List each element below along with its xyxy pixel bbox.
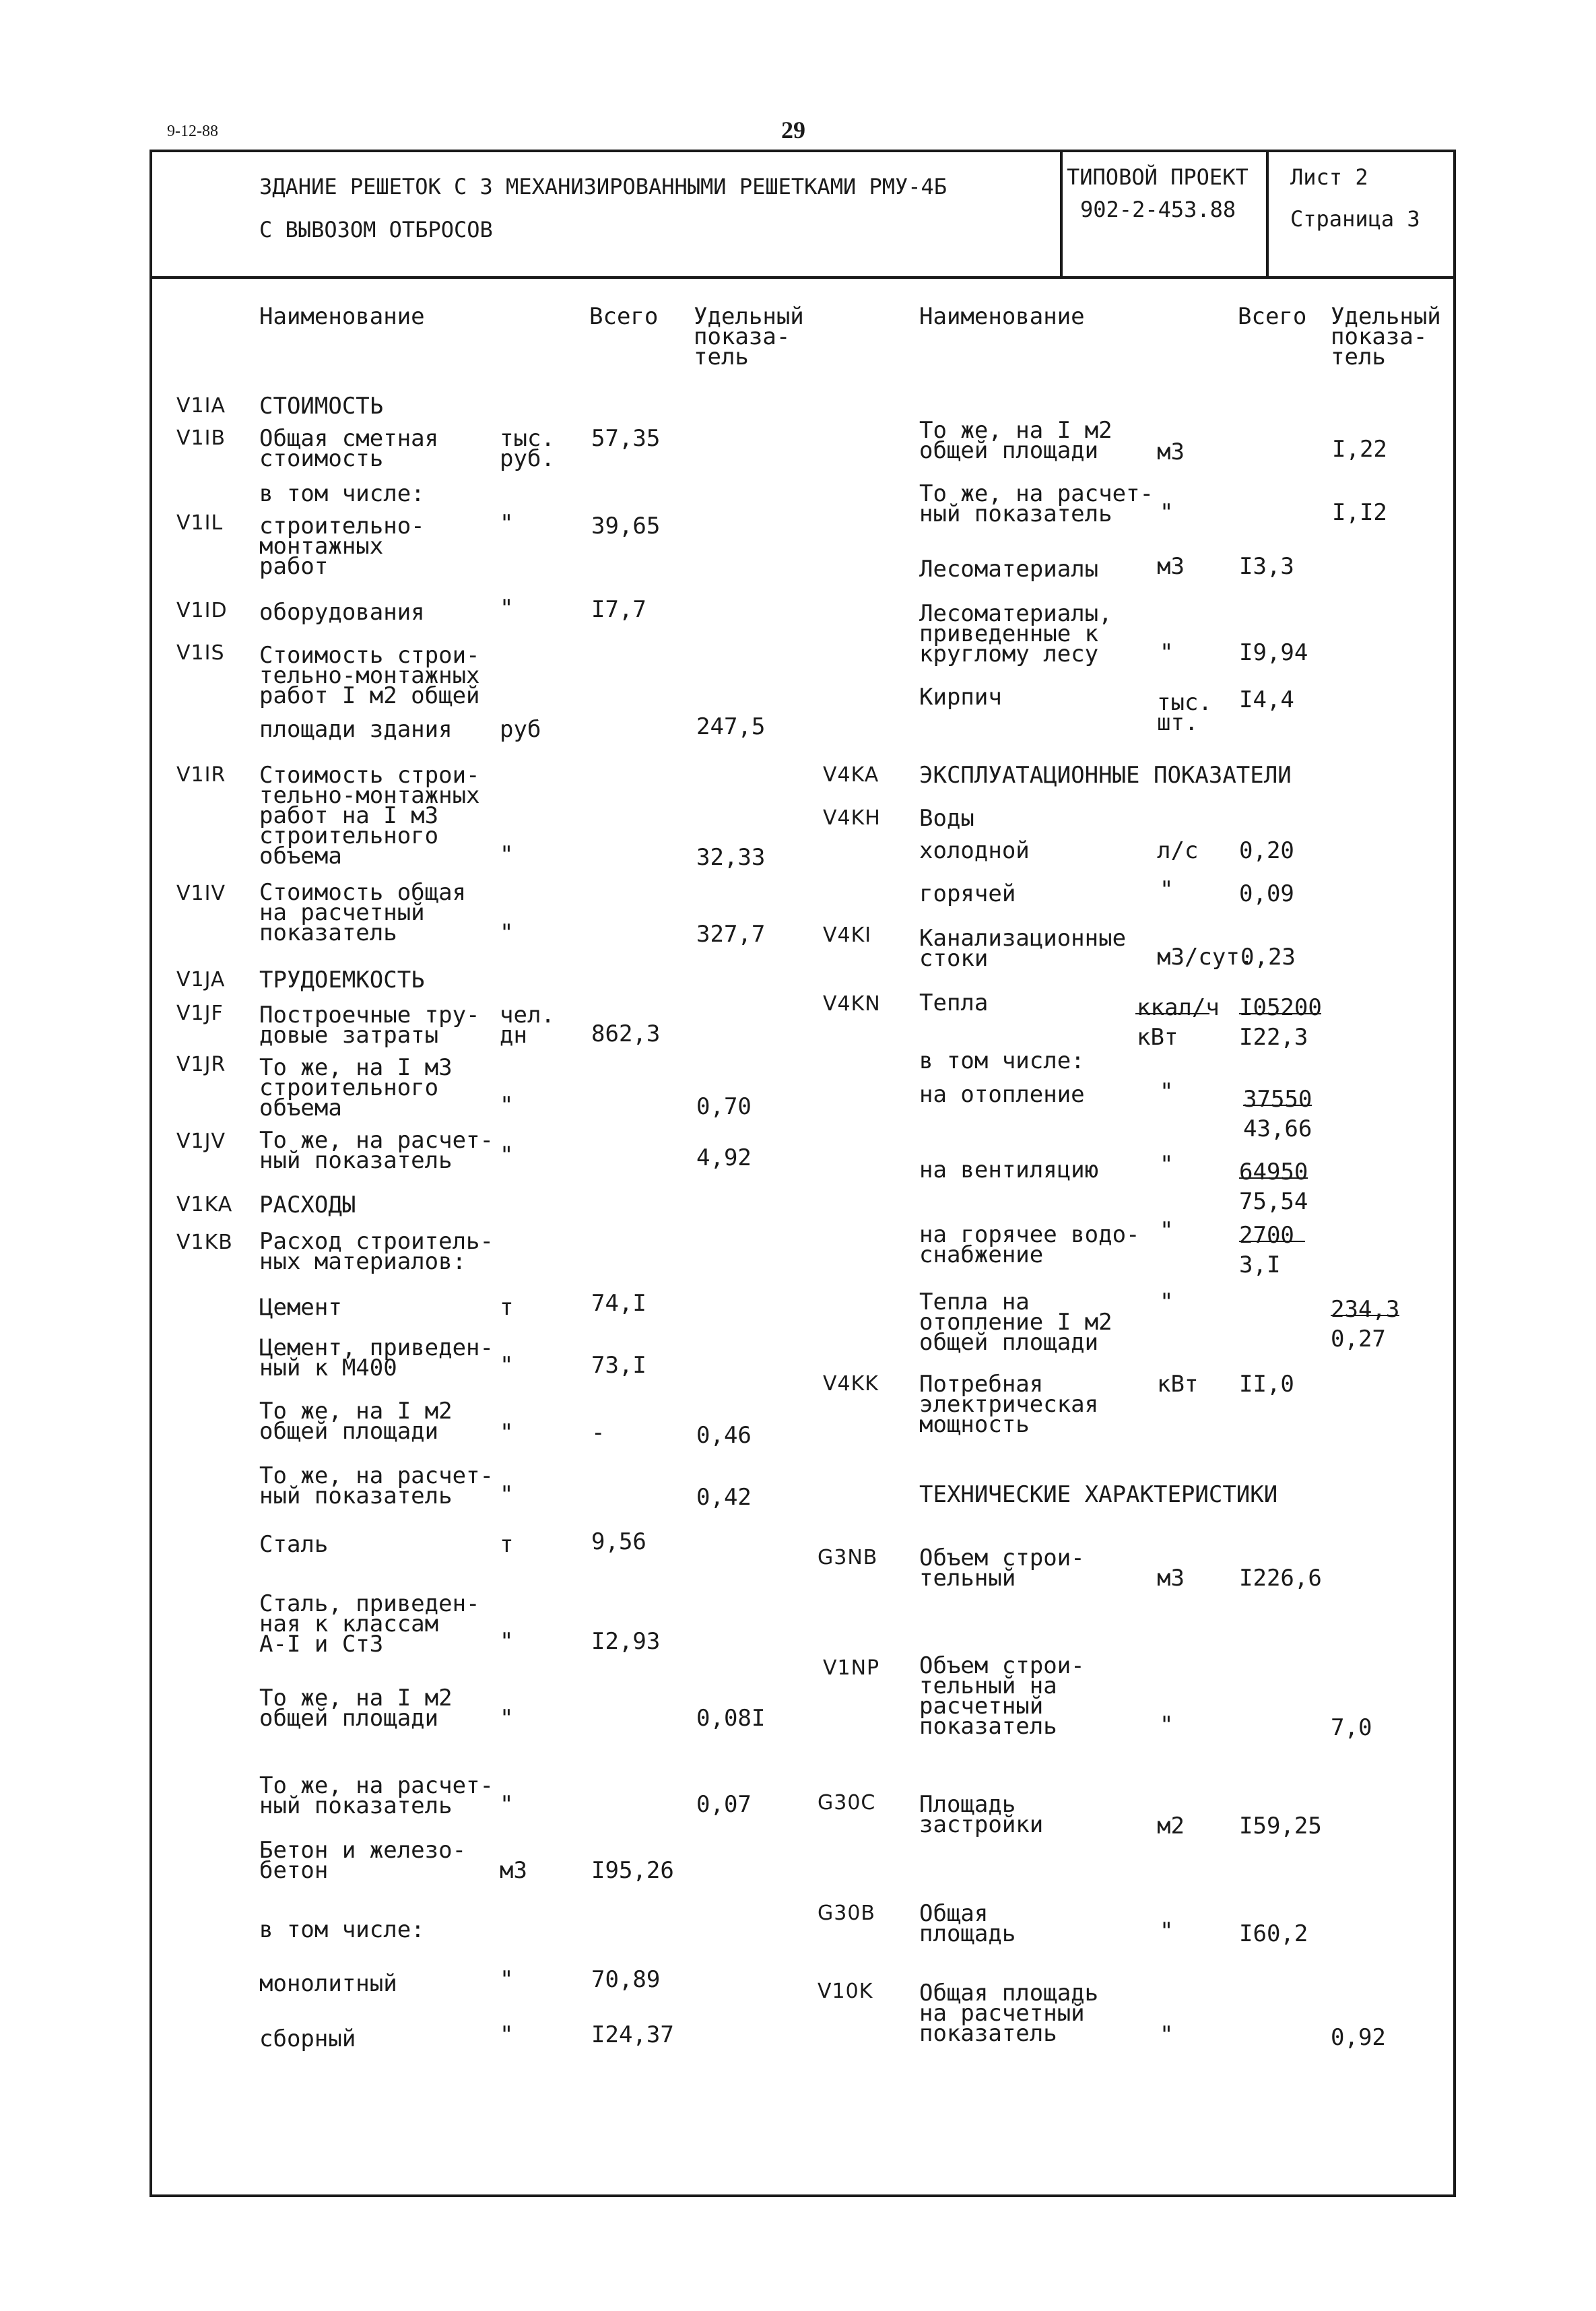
row-total: 70,89 [591, 1966, 661, 1993]
row-name: То же, на расчет- ный показатель [919, 480, 1154, 527]
row-code: V1IV [176, 882, 226, 905]
row-name: Тепла на отопление I м2 общей площади [919, 1289, 1112, 1356]
page-label: Страница 3 [1290, 206, 1420, 232]
row-unit: чел. дн [500, 1002, 555, 1049]
row-total: 39,65 [591, 513, 661, 540]
row-name: Сталь, приведен- ная к классам А-I и Ст3 [259, 1590, 480, 1658]
row-specific: 234,3 0,27 [1331, 1296, 1400, 1353]
row-unit: м3 [1157, 438, 1185, 465]
row-unit: " [500, 1966, 514, 1993]
row-name: СТОИМОСТЬ [259, 393, 384, 420]
row-name: строительно- монтажных работ [259, 513, 425, 580]
row-total: I05200 I22,3 [1239, 994, 1322, 1051]
row-specific: 0,42 [696, 1484, 752, 1511]
row-unit: т [500, 1294, 514, 1321]
row-unit: л/с [1157, 837, 1199, 864]
row-name: Расход строитель- ных материалов: [259, 1228, 494, 1275]
row-code: V1IL [176, 511, 224, 535]
row-code: G30C [818, 1791, 876, 1815]
row-total: I60,2 [1239, 1920, 1308, 1947]
value-underline [1331, 1315, 1399, 1316]
row-total: I9,94 [1239, 639, 1308, 666]
row-name: Лесоматериалы [919, 556, 1099, 583]
row-unit: " [1160, 639, 1174, 666]
row-unit: " [1160, 499, 1174, 526]
row-code: V1JA [176, 968, 226, 991]
right-name-header: Наименование [919, 303, 1085, 330]
row-unit: " [1160, 2021, 1174, 2048]
row-name: То же, на расчет- ный показатель [259, 1772, 494, 1819]
section-heading: ТЕХНИЧЕСКИЕ ХАРАКТЕРИСТИКИ [919, 1481, 1278, 1508]
row-unit: м3 [1157, 1565, 1185, 1592]
row-unit: м3 [500, 1857, 527, 1884]
row-name: Потребная электрическая мощность [919, 1371, 1099, 1438]
row-specific: 0,08I [696, 1705, 766, 1732]
row-total: I226,6 [1239, 1565, 1322, 1592]
row-unit: " [1160, 876, 1174, 903]
row-name: Площадь застройки [919, 1791, 1044, 1838]
row-name: сборный [259, 2025, 356, 2052]
row-name: Стоимость строи- тельно-монтажных работ на I м3 строительного объема [259, 762, 480, 870]
row-code: V4KH [823, 806, 881, 830]
row-name: Воды [919, 805, 974, 832]
unit-underline [1135, 1013, 1209, 1014]
right-specific-header: Удельный показа- тель [1331, 303, 1441, 370]
row-name: Общая площадь на расчетный показатель [919, 1980, 1099, 2047]
row-name: Бетон и железо- бетон [259, 1837, 467, 1884]
row-unit: кВт [1157, 1371, 1199, 1398]
left-total-header: Всего [589, 303, 659, 330]
row-unit: " [1160, 1151, 1174, 1178]
row-unit: " [500, 1142, 514, 1169]
value-underline [1243, 1105, 1312, 1106]
row-total: 0,23 [1240, 944, 1296, 971]
row-code: G30B [818, 1901, 876, 1925]
row-name: в том числе: [259, 1916, 425, 1943]
row-name: То же, на расчет- ный показатель [259, 1127, 494, 1174]
title-line-1: ЗДАНИЕ РЕШЕТОК С 3 МЕХАНИЗИРОВАННЫМИ РЕШЕТКАМИ РМУ-4Б [259, 174, 947, 199]
row-unit: " [500, 919, 514, 946]
row-total: I95,26 [591, 1857, 674, 1884]
row-name: холодной [919, 837, 1030, 864]
row-code: V1JR [176, 1053, 226, 1076]
row-code: V1IA [176, 394, 226, 418]
row-total: I2,93 [591, 1628, 661, 1655]
value-underline [1239, 1013, 1321, 1014]
row-specific: 0,70 [696, 1093, 752, 1120]
row-code: V4KN [823, 992, 881, 1016]
row-name: Объем строи- тельный на расчетный показатель [919, 1652, 1085, 1740]
row-name: на отопление [919, 1081, 1085, 1108]
row-name: Общая сметная стоимость [259, 425, 439, 472]
row-unit: " [1160, 1289, 1174, 1315]
row-code: V4KA [823, 763, 879, 787]
row-unit: " [500, 2021, 514, 2048]
row-name: Стоимость общая на расчетный показатель [259, 879, 467, 946]
row-unit: " [1160, 1918, 1174, 1945]
row-code: V1KB [176, 1231, 233, 1254]
row-total: 0,09 [1239, 880, 1294, 907]
row-name: То же, на I м2 общей площади [259, 1398, 453, 1445]
row-specific: I,22 [1332, 436, 1387, 463]
value-underline [1239, 1241, 1305, 1242]
row-unit: тыс. руб. [500, 425, 555, 472]
row-unit: ккал/ч кВт [1137, 994, 1220, 1051]
row-code: V4KK [823, 1372, 879, 1396]
row-name: Общая площадь [919, 1900, 1016, 1947]
row-specific: 32,33 [696, 844, 766, 871]
row-unit: т [500, 1531, 514, 1558]
row-unit: м3 [1157, 553, 1185, 580]
row-unit: " [500, 1419, 514, 1446]
row-total: 37550 43,66 [1243, 1086, 1312, 1142]
row-name: То же, на I м2 общей площади [919, 417, 1112, 464]
row-total: II,0 [1239, 1371, 1294, 1398]
row-unit: руб [500, 716, 541, 743]
row-total: I59,25 [1239, 1813, 1322, 1840]
project-number: 902-2-453.88 [1080, 197, 1236, 222]
page-number: 29 [781, 117, 805, 143]
row-unit: м3/сут. [1157, 944, 1254, 971]
row-code: V4KI [823, 923, 872, 947]
row-name: Кирпич [919, 684, 1002, 711]
row-unit: " [500, 510, 514, 537]
row-specific: 247,5 [696, 713, 766, 740]
row-unit: тыс. шт. [1157, 689, 1212, 736]
row-total: 74,I [591, 1290, 646, 1317]
row-code: V1ID [176, 599, 228, 622]
row-unit: " [1160, 1217, 1174, 1244]
row-total: 0,20 [1239, 837, 1294, 864]
row-unit: " [500, 1705, 514, 1732]
header-divider [149, 276, 1456, 279]
row-total: I3,3 [1239, 553, 1294, 580]
left-name-header: Наименование [259, 303, 425, 330]
row-specific: I,I2 [1332, 499, 1387, 526]
row-name: Построечные тру- довые затраты [259, 1002, 480, 1049]
row-specific: 0,46 [696, 1422, 752, 1449]
title-line-2: С ВЫВОЗОМ ОТБРОСОВ [259, 217, 493, 242]
row-name: Цемент [259, 1294, 342, 1321]
row-code: V1JF [176, 1002, 224, 1025]
row-name: Сталь [259, 1531, 329, 1558]
row-total: I4,4 [1239, 686, 1294, 713]
row-unit: " [1160, 1078, 1174, 1105]
row-name: Канализационные стоки [919, 925, 1127, 972]
row-code: V1KA [176, 1193, 233, 1216]
row-code: V1JV [176, 1130, 226, 1153]
row-total: I24,37 [591, 2021, 674, 2048]
row-name: горячей [919, 880, 1016, 907]
row-code: V10K [818, 1980, 873, 2003]
row-name: в том числе: [259, 480, 425, 507]
row-specific: 7,0 [1331, 1714, 1372, 1741]
header-divider-1 [1060, 150, 1063, 278]
right-total-header: Всего [1238, 303, 1307, 330]
row-name: Тепла [919, 989, 989, 1016]
row-total: 57,35 [591, 425, 661, 452]
row-code: V1IR [176, 763, 226, 787]
row-code: G3NB [818, 1546, 878, 1569]
row-name: Лесоматериалы, приведенные к круглому лесу [919, 600, 1112, 668]
row-total: I7,7 [591, 596, 646, 623]
row-unit: " [500, 1481, 514, 1508]
row-unit: " [500, 595, 514, 622]
row-name: РАСХОДЫ [259, 1192, 356, 1218]
row-name: в том числе: [919, 1047, 1085, 1074]
row-unit: " [500, 1791, 514, 1818]
row-name: Цемент, приведен- ный к М400 [259, 1334, 494, 1381]
row-name: на горячее водо- снабжение [919, 1221, 1140, 1268]
row-name: То же, на I м3 строительного объема [259, 1054, 453, 1121]
row-unit: " [500, 841, 514, 868]
row-total: - [591, 1419, 605, 1446]
row-total: 64950 75,54 [1239, 1159, 1308, 1215]
row-name: ТРУДОЕМКОСТЬ [259, 967, 425, 994]
section-heading: ЭКСПЛУАТАЦИОННЫЕ ПОКАЗАТЕЛИ [919, 762, 1292, 789]
row-name: То же, на расчет- ный показатель [259, 1462, 494, 1509]
row-total: 73,I [591, 1352, 646, 1379]
project-label: ТИПОВОЙ ПРОЕКТ [1067, 164, 1249, 190]
date-code: 9-12-88 [167, 123, 218, 140]
row-unit: " [1160, 1712, 1174, 1738]
sheet-number: Лист 2 [1290, 164, 1368, 190]
row-name: Стоимость строи- тельно-монтажных работ I м2 общей [259, 642, 480, 709]
row-name: монолитный [259, 1970, 397, 1997]
row-unit: " [500, 1092, 514, 1119]
row-name: на вентиляцию [919, 1157, 1099, 1183]
row-code: V1IB [176, 426, 226, 450]
row-specific: 4,92 [696, 1144, 752, 1171]
row-name: площади здания [259, 716, 453, 743]
row-code: V1NP [823, 1656, 880, 1680]
row-unit: м2 [1157, 1813, 1185, 1840]
row-total: 9,56 [591, 1528, 646, 1555]
row-specific: 0,07 [696, 1791, 752, 1818]
row-name: Объем строи- тельный [919, 1544, 1085, 1592]
row-total: 862,3 [591, 1020, 661, 1047]
row-total: 2700 3,I [1239, 1222, 1294, 1278]
row-specific: 0,92 [1331, 2024, 1386, 2051]
left-specific-header: Удельный показа- тель [694, 303, 804, 370]
row-unit: " [500, 1628, 514, 1655]
row-unit: " [500, 1352, 514, 1379]
row-name: То же, на I м2 общей площади [259, 1685, 453, 1732]
header-divider-2 [1266, 150, 1269, 278]
value-underline [1239, 1177, 1308, 1179]
row-specific: 327,7 [696, 921, 766, 948]
row-code: V1IS [176, 641, 225, 665]
row-name: оборудования [259, 599, 425, 626]
